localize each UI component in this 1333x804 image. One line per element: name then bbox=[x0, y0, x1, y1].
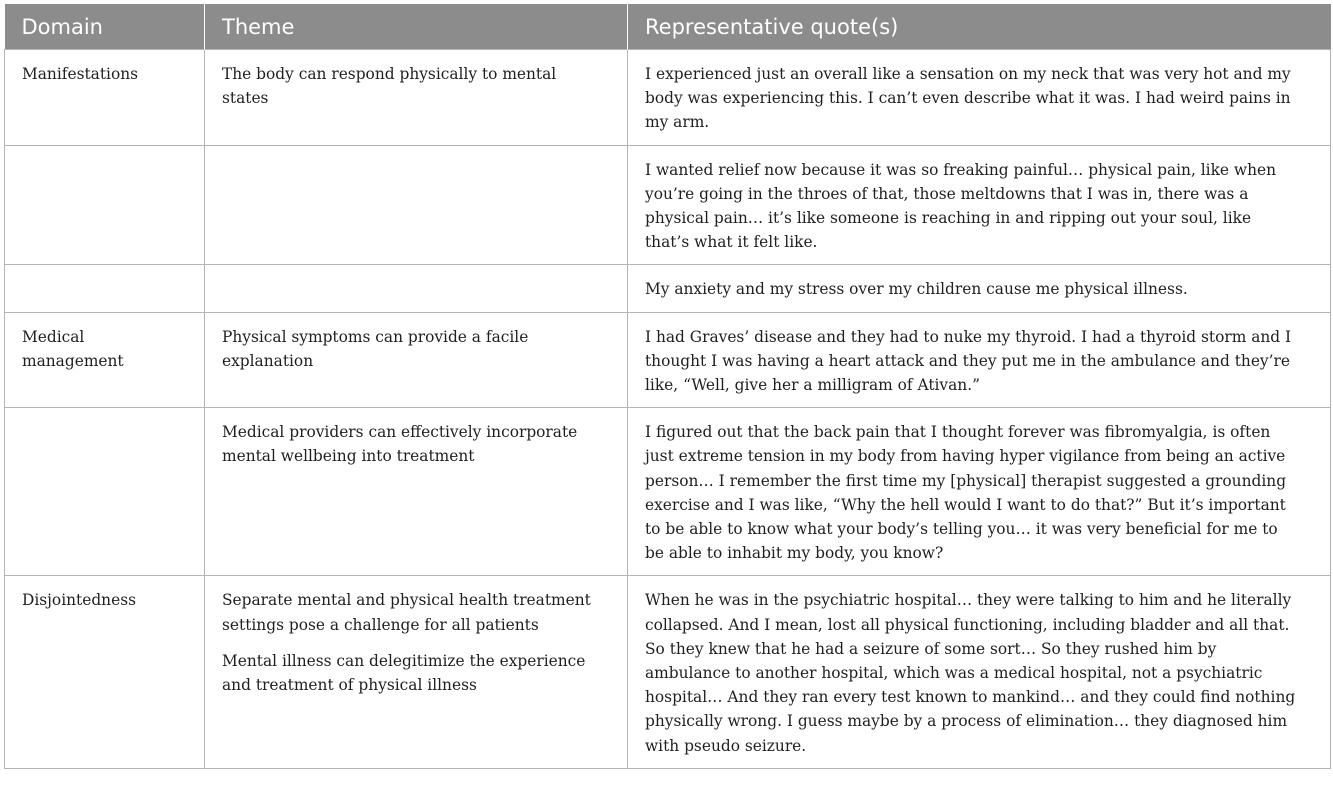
domain-text: Disjointedness bbox=[22, 591, 136, 610]
table-row bbox=[5, 312, 1331, 408]
domain-text: Manifestations bbox=[22, 65, 139, 83]
domain-text: Medical management bbox=[22, 327, 124, 370]
theme-cell bbox=[205, 145, 628, 265]
quote-cell bbox=[628, 265, 1331, 312]
theme-text: Separate mental and physical health treatment settings pose a challenge for all patients bbox=[222, 591, 591, 634]
header-quote: Representative quote(s) bbox=[628, 4, 1331, 50]
theme-cell bbox=[205, 576, 628, 768]
quote-text: I had Graves’ disease and they had to nuke my thyroid. I had a thyroid storm and I thought I was having a heart attack and they put me in the ambulance and they’re like, “Well, give her a milligram of Ativan.” bbox=[645, 327, 1292, 395]
table-row bbox=[5, 50, 1331, 146]
table-row bbox=[5, 408, 1331, 576]
quote-text: My anxiety and my stress over my children cause me physical illness. bbox=[645, 280, 1188, 299]
quote-cell bbox=[628, 145, 1331, 265]
quote-text: I experienced just an overall like a sensation on my neck that was very hot and my body was experiencing this. I can’t even describe what it was. I had weird pains in my arm. bbox=[645, 65, 1291, 132]
quote-text: I figured out that the back pain that I thought forever was fibromyalgia, is often just extreme tension in my body from having hyper vigilance from being an active person… I remember the first time my [physical] therapist suggested a grounding exercise and I was like, “Why the hell would I want to do that?” But it’s important to be able to know what your body’s telling you… it was very beneficial for me to be able to inhabit my body, you know? bbox=[645, 423, 1287, 563]
quote-cell bbox=[628, 576, 1331, 768]
domain-cell bbox=[5, 576, 205, 768]
theme-cell bbox=[205, 265, 628, 312]
theme-cell bbox=[205, 312, 628, 408]
table-header bbox=[5, 4, 1331, 50]
header-theme: Theme bbox=[205, 4, 628, 50]
domain-cell bbox=[5, 50, 205, 146]
theme-text: Mental illness can delegitimize the experience and treatment of physical illness bbox=[222, 651, 586, 695]
theme-cell bbox=[205, 50, 628, 146]
theme-text: The body can respond physically to mental states bbox=[222, 65, 557, 108]
quote-cell bbox=[628, 408, 1331, 576]
quote-cell bbox=[628, 50, 1331, 146]
table-row bbox=[5, 576, 1331, 768]
theme-text: Physical symptoms can provide a facile explanation bbox=[222, 327, 529, 370]
domain-cell bbox=[5, 145, 205, 265]
quote-cell bbox=[628, 312, 1331, 408]
quote-text: When he was in the psychiatric hospital… they were talking to him and he literally collapsed. And I mean, lost all physical functioning, including bladder and all that. So they knew that he had a seizure of some sort… So they rushed him by ambulance to another hospital, which was a medical hospital, not a psychiatric hospital… And they ran every test known to mankind… and they could find nothing physically wrong. I guess maybe by a process of elimination… they diagnosed him with pseudo seizure. bbox=[645, 591, 1296, 755]
theme-cell bbox=[205, 408, 628, 576]
themes-table bbox=[4, 4, 1331, 769]
theme-text: Medical providers can effectively incorporate mental wellbeing into treatment bbox=[222, 423, 578, 466]
header-row bbox=[5, 4, 1331, 50]
domain-cell bbox=[5, 408, 205, 576]
quote-text: I wanted relief now because it was so freaking painful… physical pain, like when you’re going in the throes of that, those meltdowns that I was in, there was a physical pain… it’s like someone is reaching in and ripping out your soul, like that’s what it felt like. bbox=[645, 160, 1277, 252]
domain-cell bbox=[5, 265, 205, 312]
table-body bbox=[5, 50, 1331, 769]
table-row bbox=[5, 265, 1331, 312]
header-domain: Domain bbox=[5, 4, 205, 50]
table-row bbox=[5, 145, 1331, 265]
domain-cell bbox=[5, 312, 205, 408]
